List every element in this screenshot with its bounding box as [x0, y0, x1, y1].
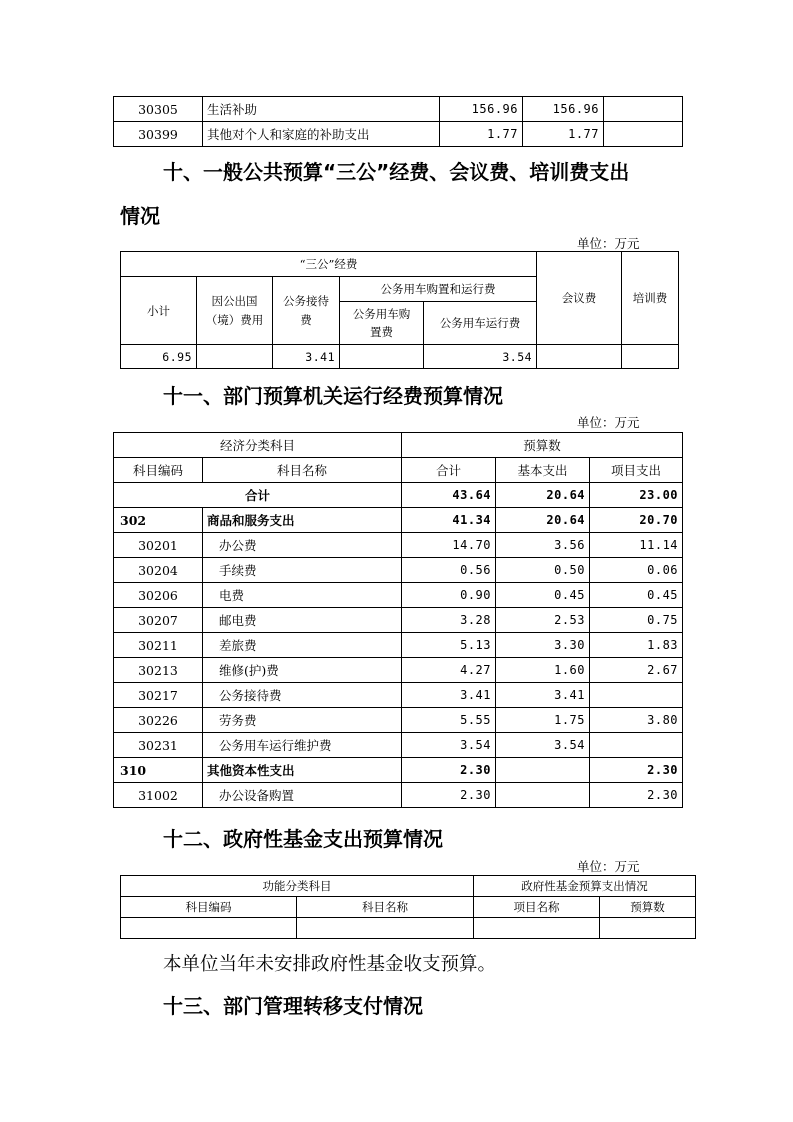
total-cell: 0.56 [402, 558, 496, 583]
section13-title: 十三、部门管理转移支付情况 [163, 994, 423, 1018]
table-row [114, 658, 683, 683]
vehicle-buy-line1: 公务用车购 [352, 306, 411, 321]
project-cell [590, 733, 683, 758]
basic-cell [496, 758, 590, 783]
code-cell: 30207 [114, 608, 203, 633]
table-row [114, 558, 683, 583]
code-cell: 30231 [114, 733, 203, 758]
table-row [114, 633, 683, 658]
top-table [113, 96, 683, 147]
section12-note: 本单位当年未安排政府性基金收支预算。 [163, 954, 497, 975]
section12-unit: 单位：万元 [577, 859, 640, 874]
total-header: 合计 [402, 458, 496, 483]
basic-cell: 0.45 [496, 583, 590, 608]
budget-header: 预算数 [600, 897, 696, 918]
vehicle-run-value: 3.54 [424, 345, 537, 369]
project-cell: 3.80 [590, 708, 683, 733]
abroad-header [197, 277, 273, 345]
code-header: 科目编码 [121, 897, 297, 918]
name-header: 科目名称 [203, 458, 402, 483]
project-cell: 2.67 [590, 658, 683, 683]
table-row [121, 345, 679, 369]
code-cell: 30201 [114, 533, 203, 558]
name-cell: 差旅费 [203, 633, 402, 658]
project-header: 项目支出 [590, 458, 683, 483]
basic-cell [496, 783, 590, 808]
total-cell: 41.34 [402, 508, 496, 533]
total-cell: 3.54 [402, 733, 496, 758]
basic-value: 20.64 [496, 483, 590, 508]
econ-class-header: 经济分类科目 [114, 433, 402, 458]
basic-cell: 0.50 [496, 558, 590, 583]
basic-cell: 20.64 [496, 508, 590, 533]
name-cell: 其他对个人和家庭的补助支出 [203, 122, 440, 147]
table-row [114, 708, 683, 733]
total-cell: 0.90 [402, 583, 496, 608]
name-cell: 维修(护)费 [203, 658, 402, 683]
code-cell: 30226 [114, 708, 203, 733]
total-cell: 14.70 [402, 533, 496, 558]
basic-cell: 3.41 [496, 683, 590, 708]
reception-header [273, 277, 340, 345]
name-cell: 办公费 [203, 533, 402, 558]
subtotal-header: 小计 [121, 277, 197, 345]
basic-cell: 1.75 [496, 708, 590, 733]
total-cell: 4.27 [402, 658, 496, 683]
basic-cell: 1.60 [496, 658, 590, 683]
abroad-header-line2: （境）费用 [205, 312, 264, 327]
table-row [114, 122, 683, 147]
name-cell: 劳务费 [203, 708, 402, 733]
gov-fund-table [120, 875, 696, 939]
sangong-table [120, 251, 679, 369]
basic-cell: 3.30 [496, 633, 590, 658]
empty-cell [600, 918, 696, 939]
project-cell: 2.30 [590, 783, 683, 808]
reception-header-line1: 公务接待 [283, 294, 329, 309]
total-row [114, 483, 683, 508]
section11-title: 十一、部门预算机关运行经费预算情况 [163, 384, 503, 408]
project-cell: 0.45 [590, 583, 683, 608]
table-row [114, 97, 683, 122]
name-cell: 手续费 [203, 558, 402, 583]
code-cell: 30213 [114, 658, 203, 683]
code-cell: 31002 [114, 783, 203, 808]
empty-cell [474, 918, 600, 939]
name-cell: 生活补助 [203, 97, 440, 122]
name-header: 科目名称 [297, 897, 474, 918]
value-cell [604, 97, 683, 122]
code-cell: 30204 [114, 558, 203, 583]
reception-value: 3.41 [273, 345, 340, 369]
value-cell: 156.96 [440, 97, 523, 122]
project-cell: 0.06 [590, 558, 683, 583]
abroad-value [197, 345, 273, 369]
name-cell: 邮电费 [203, 608, 402, 633]
operating-cost-rows [114, 508, 683, 808]
table-row [114, 533, 683, 558]
code-cell: 30399 [114, 122, 203, 147]
empty-cell [297, 918, 474, 939]
name-cell: 公务用车运行维护费 [203, 733, 402, 758]
training-header: 培训费 [622, 252, 679, 345]
name-cell: 其他资本性支出 [203, 758, 402, 783]
table-row [114, 733, 683, 758]
item-name-header: 项目名称 [474, 897, 600, 918]
name-cell: 电费 [203, 583, 402, 608]
training-value [622, 345, 679, 369]
name-cell: 办公设备购置 [203, 783, 402, 808]
basic-cell: 3.56 [496, 533, 590, 558]
project-cell [590, 683, 683, 708]
meeting-header: 会议费 [537, 252, 622, 345]
sangong-header: “三公”经费 [121, 252, 537, 277]
total-cell: 3.28 [402, 608, 496, 633]
project-value: 23.00 [590, 483, 683, 508]
section10-unit: 单位：万元 [577, 236, 640, 251]
code-cell: 30305 [114, 97, 203, 122]
name-cell: 公务接待费 [203, 683, 402, 708]
total-label: 合计 [114, 483, 402, 508]
value-cell: 1.77 [523, 122, 604, 147]
vehicle-header: 公务用车购置和运行费 [340, 277, 537, 302]
total-value: 43.64 [402, 483, 496, 508]
total-cell: 5.55 [402, 708, 496, 733]
table-row [114, 683, 683, 708]
value-cell [604, 122, 683, 147]
abroad-header-line1: 因公出国 [211, 294, 258, 309]
total-cell: 2.30 [402, 783, 496, 808]
vehicle-buy-value [340, 345, 424, 369]
code-cell: 302 [114, 508, 203, 533]
total-cell: 5.13 [402, 633, 496, 658]
code-cell: 30211 [114, 633, 203, 658]
table-row [114, 508, 683, 533]
table-row [114, 758, 683, 783]
budget-header: 预算数 [402, 433, 683, 458]
reception-header-line2: 费 [300, 312, 312, 327]
empty-cell [121, 918, 297, 939]
vehicle-run-header: 公务用车运行费 [424, 302, 537, 345]
name-cell: 商品和服务支出 [203, 508, 402, 533]
table-row [114, 583, 683, 608]
code-cell: 30217 [114, 683, 203, 708]
total-cell: 3.41 [402, 683, 496, 708]
func-class-header: 功能分类科目 [121, 876, 474, 897]
project-cell: 0.75 [590, 608, 683, 633]
basic-header: 基本支出 [496, 458, 590, 483]
vehicle-buy-line2: 置费 [370, 325, 393, 339]
code-cell: 30206 [114, 583, 203, 608]
table-row [121, 918, 696, 939]
section12-title: 十二、政府性基金支出预算情况 [163, 827, 443, 851]
section11-unit: 单位：万元 [577, 415, 640, 430]
operating-cost-table [113, 432, 683, 808]
subtotal-value: 6.95 [121, 345, 197, 369]
project-cell: 20.70 [590, 508, 683, 533]
section10-title-line2: 情况 [120, 204, 160, 228]
value-cell: 1.77 [440, 122, 523, 147]
vehicle-buy-header [340, 302, 424, 345]
fund-budget-header: 政府性基金预算支出情况 [474, 876, 696, 897]
table-row [114, 608, 683, 633]
project-cell: 2.30 [590, 758, 683, 783]
table-row [114, 783, 683, 808]
basic-cell: 2.53 [496, 608, 590, 633]
value-cell: 156.96 [523, 97, 604, 122]
basic-cell: 3.54 [496, 733, 590, 758]
project-cell: 1.83 [590, 633, 683, 658]
code-cell: 310 [114, 758, 203, 783]
section10-title-line1: 十、一般公共预算“三公”经费、会议费、培训费支出 [163, 160, 630, 184]
project-cell: 11.14 [590, 533, 683, 558]
total-cell: 2.30 [402, 758, 496, 783]
code-header: 科目编码 [114, 458, 203, 483]
meeting-value [537, 345, 622, 369]
